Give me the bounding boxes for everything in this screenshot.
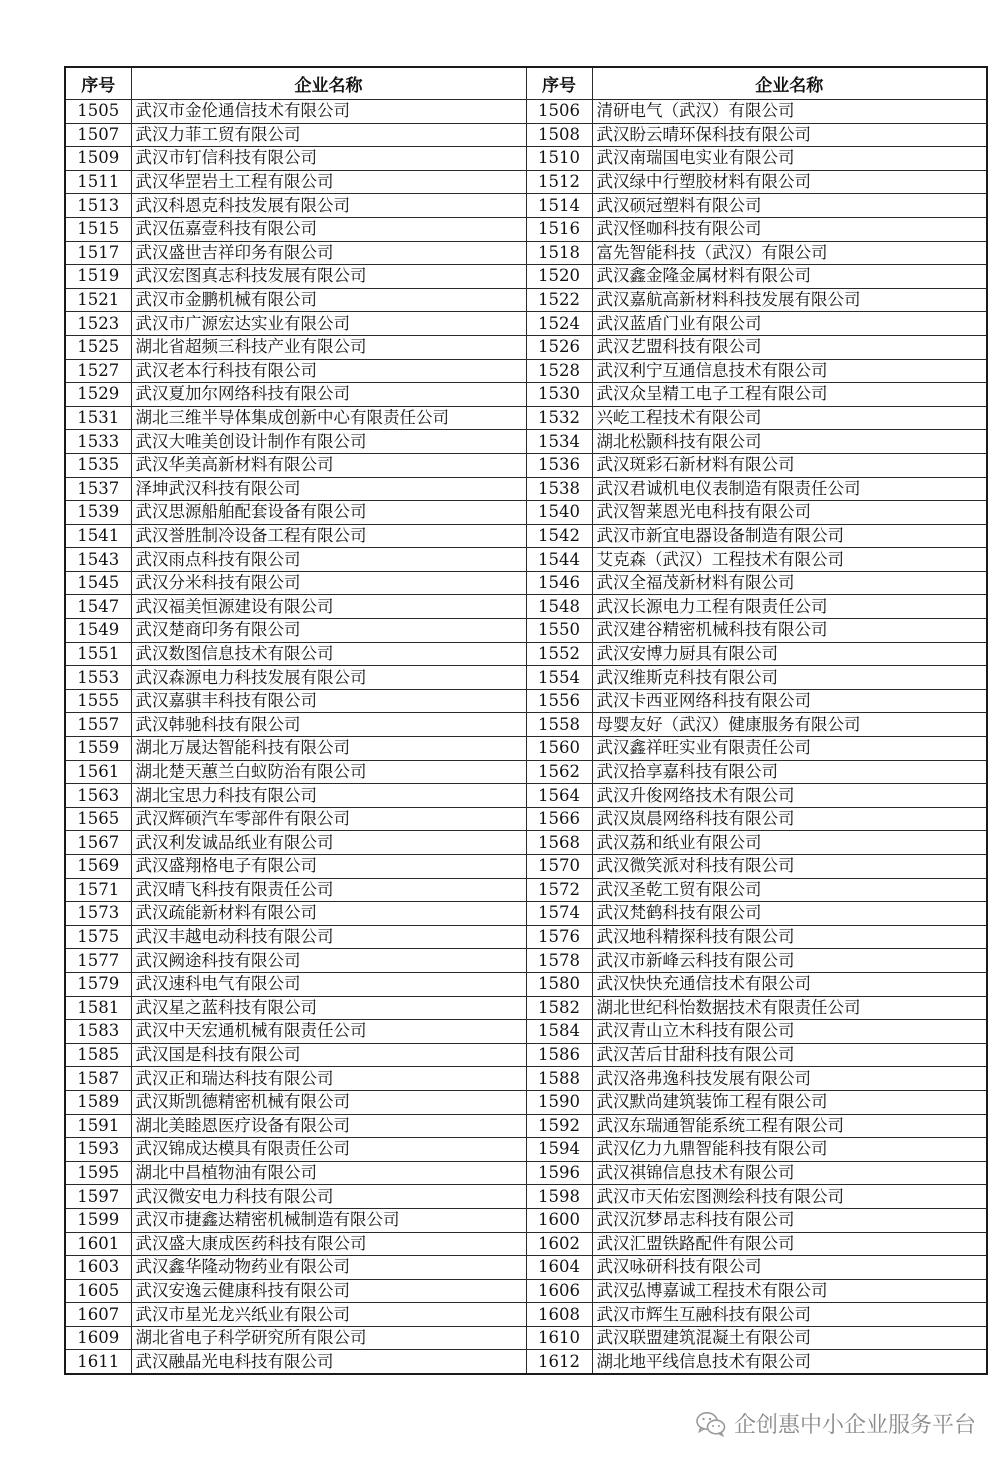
serial-cell-right: 1578 — [526, 949, 592, 973]
serial-cell-right: 1506 — [526, 100, 592, 124]
company-name-cell-right: 武汉地科精探科技有限公司 — [592, 925, 987, 949]
company-name-cell-left: 武汉安逸云健康科技有限公司 — [131, 1279, 526, 1303]
company-name-cell-left: 武汉伍嘉壹科技有限公司 — [131, 217, 526, 241]
company-name-cell-left: 湖北美睦恩医疗设备有限公司 — [131, 1114, 526, 1138]
company-name-cell-right: 武汉祺锦信息技术有限公司 — [592, 1161, 987, 1185]
serial-cell-right: 1592 — [526, 1114, 592, 1138]
serial-cell-right: 1610 — [526, 1326, 592, 1350]
company-name-cell-left: 武汉中天宏通机械有限责任公司 — [131, 1020, 526, 1044]
table-row — [65, 1326, 987, 1350]
serial-cell-left: 1609 — [65, 1326, 131, 1350]
serial-cell-right: 1572 — [526, 878, 592, 902]
company-name-cell-right: 武汉蓝盾门业有限公司 — [592, 312, 987, 336]
serial-cell-left: 1561 — [65, 760, 131, 784]
company-name-cell-left: 湖北省电子科学研究所有限公司 — [131, 1326, 526, 1350]
company-name-cell-left: 武汉正和瑞达科技有限公司 — [131, 1067, 526, 1091]
company-name-cell-left: 武汉楚商印务有限公司 — [131, 619, 526, 643]
company-name-cell-left: 武汉微安电力科技有限公司 — [131, 1185, 526, 1209]
company-name-cell-right: 武汉怪咖科技有限公司 — [592, 217, 987, 241]
serial-cell-left: 1527 — [65, 359, 131, 383]
company-name-cell-right: 武汉咏研科技有限公司 — [592, 1256, 987, 1280]
serial-cell-right: 1554 — [526, 666, 592, 690]
serial-cell-left: 1567 — [65, 831, 131, 855]
serial-cell-right: 1556 — [526, 689, 592, 713]
company-name-cell-left: 湖北省超频三科技产业有限公司 — [131, 335, 526, 359]
serial-cell-left: 1563 — [65, 784, 131, 808]
company-name-cell-right: 湖北地平线信息技术有限公司 — [592, 1350, 987, 1374]
serial-cell-right: 1598 — [526, 1185, 592, 1209]
serial-cell-left: 1597 — [65, 1185, 131, 1209]
company-name-cell-right: 武汉众呈精工电子工程有限公司 — [592, 383, 987, 407]
table-row — [65, 1138, 987, 1162]
serial-cell-right: 1560 — [526, 737, 592, 761]
serial-cell-right: 1574 — [526, 902, 592, 926]
table-row — [65, 831, 987, 855]
serial-cell-left: 1605 — [65, 1279, 131, 1303]
table-row — [65, 501, 987, 525]
serial-cell-left: 1533 — [65, 430, 131, 454]
serial-cell-right: 1584 — [526, 1020, 592, 1044]
serial-cell-left: 1573 — [65, 902, 131, 926]
serial-cell-left: 1581 — [65, 996, 131, 1020]
company-name-cell-right: 艾克森（武汉）工程技术有限公司 — [592, 548, 987, 572]
table-row — [65, 925, 987, 949]
company-name-cell-right: 武汉圣乾工贸有限公司 — [592, 878, 987, 902]
serial-cell-left: 1543 — [65, 548, 131, 572]
table-row — [65, 1161, 987, 1185]
company-name-cell-left: 武汉辉硕汽车零部件有限公司 — [131, 807, 526, 831]
serial-cell-left: 1611 — [65, 1350, 131, 1374]
serial-cell-right: 1534 — [526, 430, 592, 454]
serial-cell-right: 1516 — [526, 217, 592, 241]
company-name-cell-left: 武汉国是科技有限公司 — [131, 1043, 526, 1067]
company-name-cell-left: 湖北楚天蕙兰白蚁防治有限公司 — [131, 760, 526, 784]
serial-cell-right: 1518 — [526, 241, 592, 265]
serial-cell-left: 1517 — [65, 241, 131, 265]
company-name-cell-right: 武汉全福茂新材料有限公司 — [592, 571, 987, 595]
serial-cell-right: 1612 — [526, 1350, 592, 1374]
serial-cell-right: 1532 — [526, 406, 592, 430]
company-name-cell-right: 武汉快快充通信技术有限公司 — [592, 972, 987, 996]
table-row — [65, 1090, 987, 1114]
serial-cell-left: 1523 — [65, 312, 131, 336]
serial-cell-right: 1564 — [526, 784, 592, 808]
serial-cell-left: 1575 — [65, 925, 131, 949]
company-name-cell-left: 武汉市金鹏机械有限公司 — [131, 288, 526, 312]
table-row — [65, 784, 987, 808]
company-name-cell-right: 武汉苦后甘甜科技有限公司 — [592, 1043, 987, 1067]
watermark — [696, 1408, 976, 1439]
company-name-cell-left: 武汉力菲工贸有限公司 — [131, 123, 526, 147]
serial-cell-left: 1555 — [65, 689, 131, 713]
serial-cell-left: 1569 — [65, 855, 131, 879]
company-name-cell-left: 武汉福美恒源建设有限公司 — [131, 595, 526, 619]
table-row — [65, 737, 987, 761]
company-name-cell-left: 湖北宝思力科技有限公司 — [131, 784, 526, 808]
table-body — [65, 100, 987, 1375]
serial-cell-left: 1541 — [65, 524, 131, 548]
table-row — [65, 241, 987, 265]
company-name-cell-right: 武汉市新峰云科技有限公司 — [592, 949, 987, 973]
company-name-cell-left: 武汉盛世吉祥印务有限公司 — [131, 241, 526, 265]
serial-cell-right: 1606 — [526, 1279, 592, 1303]
company-name-cell-left: 泽坤武汉科技有限公司 — [131, 477, 526, 501]
serial-cell-left: 1535 — [65, 453, 131, 477]
table-row — [65, 1350, 987, 1374]
header-company-left: 企业名称 — [131, 67, 526, 100]
company-name-cell-left: 武汉丰越电动科技有限公司 — [131, 925, 526, 949]
table-row — [65, 807, 987, 831]
table-row — [65, 1067, 987, 1091]
company-name-cell-right: 武汉沉梦昂志科技有限公司 — [592, 1208, 987, 1232]
serial-cell-right: 1602 — [526, 1232, 592, 1256]
company-name-cell-right: 武汉斑彩石新材料有限公司 — [592, 453, 987, 477]
company-name-cell-right: 武汉洛弗逸科技发展有限公司 — [592, 1067, 987, 1091]
table-row — [65, 1256, 987, 1280]
table-row — [65, 265, 987, 289]
serial-cell-left: 1565 — [65, 807, 131, 831]
table-row — [65, 1208, 987, 1232]
serial-cell-left: 1577 — [65, 949, 131, 973]
company-name-cell-left: 武汉大唯美创设计制作有限公司 — [131, 430, 526, 454]
table-row — [65, 194, 987, 218]
serial-cell-right: 1576 — [526, 925, 592, 949]
company-name-cell-right: 武汉市新宜电器设备制造有限公司 — [592, 524, 987, 548]
serial-cell-right: 1566 — [526, 807, 592, 831]
serial-cell-left: 1603 — [65, 1256, 131, 1280]
company-name-cell-left: 武汉夏加尔网络科技有限公司 — [131, 383, 526, 407]
serial-cell-left: 1539 — [65, 501, 131, 525]
serial-cell-left: 1537 — [65, 477, 131, 501]
table-row — [65, 855, 987, 879]
company-name-cell-left: 武汉华美高新材料有限公司 — [131, 453, 526, 477]
serial-cell-left: 1607 — [65, 1303, 131, 1327]
table-row — [65, 1303, 987, 1327]
company-name-cell-left: 武汉阙途科技有限公司 — [131, 949, 526, 973]
table-row — [65, 595, 987, 619]
table-row — [65, 170, 987, 194]
serial-cell-left: 1589 — [65, 1090, 131, 1114]
company-name-cell-right: 清研电气（武汉）有限公司 — [592, 100, 987, 124]
company-name-cell-right: 武汉安博力厨具有限公司 — [592, 642, 987, 666]
serial-cell-right: 1568 — [526, 831, 592, 855]
company-name-cell-right: 武汉市辉生互融科技有限公司 — [592, 1303, 987, 1327]
serial-cell-right: 1520 — [526, 265, 592, 289]
serial-cell-right: 1580 — [526, 972, 592, 996]
company-name-cell-left: 武汉盛大康成医药科技有限公司 — [131, 1232, 526, 1256]
company-name-cell-right: 富先智能科技（武汉）有限公司 — [592, 241, 987, 265]
table-row — [65, 996, 987, 1020]
company-name-cell-right: 武汉南瑞国电实业有限公司 — [592, 147, 987, 171]
serial-cell-left: 1585 — [65, 1043, 131, 1067]
serial-cell-left: 1599 — [65, 1208, 131, 1232]
table-row — [65, 383, 987, 407]
serial-cell-right: 1540 — [526, 501, 592, 525]
table-row — [65, 359, 987, 383]
serial-cell-left: 1595 — [65, 1161, 131, 1185]
company-name-cell-right: 武汉鑫金隆金属材料有限公司 — [592, 265, 987, 289]
serial-cell-left: 1591 — [65, 1114, 131, 1138]
table-row — [65, 123, 987, 147]
company-name-cell-right: 武汉荔和纸业有限公司 — [592, 831, 987, 855]
table-row — [65, 689, 987, 713]
serial-cell-right: 1526 — [526, 335, 592, 359]
table-row — [65, 1185, 987, 1209]
company-name-cell-right: 武汉智莱恩光电科技有限公司 — [592, 501, 987, 525]
company-name-cell-left: 武汉市金伦通信技术有限公司 — [131, 100, 526, 124]
company-name-cell-left: 武汉科恩克科技发展有限公司 — [131, 194, 526, 218]
serial-cell-left: 1519 — [65, 265, 131, 289]
table-row — [65, 312, 987, 336]
company-name-cell-right: 武汉利宁互通信息技术有限公司 — [592, 359, 987, 383]
table-row — [65, 217, 987, 241]
table-row — [65, 548, 987, 572]
company-name-cell-right: 武汉拾享嘉科技有限公司 — [592, 760, 987, 784]
company-name-cell-right: 武汉默尚建筑装饰工程有限公司 — [592, 1090, 987, 1114]
table-row — [65, 619, 987, 643]
company-name-cell-left: 武汉分米科技有限公司 — [131, 571, 526, 595]
serial-cell-right: 1582 — [526, 996, 592, 1020]
header-serial-right: 序号 — [526, 67, 592, 100]
company-name-cell-left: 武汉嘉骐丰科技有限公司 — [131, 689, 526, 713]
company-name-cell-right: 武汉卡西亚网络科技有限公司 — [592, 689, 987, 713]
serial-cell-left: 1571 — [65, 878, 131, 902]
company-name-cell-right: 武汉建谷精密机械科技有限公司 — [592, 619, 987, 643]
serial-cell-left: 1509 — [65, 147, 131, 171]
company-name-cell-right: 武汉长源电力工程有限责任公司 — [592, 595, 987, 619]
serial-cell-right: 1586 — [526, 1043, 592, 1067]
company-name-cell-left: 湖北万晟达智能科技有限公司 — [131, 737, 526, 761]
company-name-cell-right: 武汉微笑派对科技有限公司 — [592, 855, 987, 879]
serial-cell-right: 1512 — [526, 170, 592, 194]
serial-cell-right: 1510 — [526, 147, 592, 171]
table-row — [65, 1043, 987, 1067]
serial-cell-left: 1553 — [65, 666, 131, 690]
table-row — [65, 642, 987, 666]
company-name-cell-right: 武汉嘉航高新材料科技发展有限公司 — [592, 288, 987, 312]
table-row — [65, 1020, 987, 1044]
wechat-icon — [696, 1411, 726, 1437]
table-row — [65, 288, 987, 312]
company-name-cell-right: 武汉艺盟科技有限公司 — [592, 335, 987, 359]
serial-cell-left: 1557 — [65, 713, 131, 737]
company-name-cell-left: 武汉晴飞科技有限责任公司 — [131, 878, 526, 902]
table-row — [65, 406, 987, 430]
table-row — [65, 666, 987, 690]
serial-cell-right: 1548 — [526, 595, 592, 619]
company-name-cell-right: 武汉弘博嘉诚工程技术有限公司 — [592, 1279, 987, 1303]
serial-cell-left: 1601 — [65, 1232, 131, 1256]
serial-cell-left: 1511 — [65, 170, 131, 194]
company-name-cell-left: 湖北三维半导体集成创新中心有限责任公司 — [131, 406, 526, 430]
header-serial-left: 序号 — [65, 67, 131, 100]
company-name-cell-left: 武汉斯凯德精密机械有限公司 — [131, 1090, 526, 1114]
serial-cell-left: 1505 — [65, 100, 131, 124]
serial-cell-right: 1600 — [526, 1208, 592, 1232]
table-row — [65, 902, 987, 926]
serial-cell-left: 1525 — [65, 335, 131, 359]
company-name-cell-left: 武汉疏能新材料有限公司 — [131, 902, 526, 926]
company-name-cell-right: 母婴友好（武汉）健康服务有限公司 — [592, 713, 987, 737]
table-row — [65, 147, 987, 171]
serial-cell-left: 1513 — [65, 194, 131, 218]
table-row — [65, 453, 987, 477]
company-name-cell-right: 武汉硕冠塑料有限公司 — [592, 194, 987, 218]
table-row — [65, 972, 987, 996]
company-name-cell-left: 武汉市捷鑫达精密机械制造有限公司 — [131, 1208, 526, 1232]
table-row — [65, 949, 987, 973]
serial-cell-right: 1570 — [526, 855, 592, 879]
company-name-cell-left: 武汉锦成达模具有限责任公司 — [131, 1138, 526, 1162]
serial-cell-right: 1514 — [526, 194, 592, 218]
header-row — [65, 67, 987, 100]
table-row — [65, 760, 987, 784]
serial-cell-left: 1551 — [65, 642, 131, 666]
company-list-sheet — [64, 66, 986, 1375]
company-name-cell-left: 武汉思源船舶配套设备有限公司 — [131, 501, 526, 525]
serial-cell-right: 1608 — [526, 1303, 592, 1327]
table-row — [65, 335, 987, 359]
serial-cell-right: 1588 — [526, 1067, 592, 1091]
serial-cell-left: 1549 — [65, 619, 131, 643]
table-row — [65, 878, 987, 902]
table-row — [65, 1279, 987, 1303]
serial-cell-right: 1562 — [526, 760, 592, 784]
company-name-cell-left: 武汉老本行科技有限公司 — [131, 359, 526, 383]
company-name-cell-left: 武汉森源电力科技发展有限公司 — [131, 666, 526, 690]
serial-cell-left: 1515 — [65, 217, 131, 241]
serial-cell-right: 1542 — [526, 524, 592, 548]
company-name-cell-left: 武汉利发诚品纸业有限公司 — [131, 831, 526, 855]
serial-cell-right: 1538 — [526, 477, 592, 501]
serial-cell-right: 1550 — [526, 619, 592, 643]
table-row — [65, 430, 987, 454]
company-name-cell-right: 湖北松颢科技有限公司 — [592, 430, 987, 454]
serial-cell-left: 1545 — [65, 571, 131, 595]
company-name-cell-right: 武汉维斯克科技有限公司 — [592, 666, 987, 690]
company-name-cell-right: 武汉梵鹤科技有限公司 — [592, 902, 987, 926]
watermark-text: 企创惠中小企业服务平台 — [733, 1413, 976, 1438]
company-name-cell-right: 武汉绿中行塑胶材料有限公司 — [592, 170, 987, 194]
company-name-cell-right: 武汉东瑞通智能系统工程有限公司 — [592, 1114, 987, 1138]
company-name-cell-right: 湖北世纪科怡数据技术有限责任公司 — [592, 996, 987, 1020]
table-row — [65, 713, 987, 737]
serial-cell-right: 1590 — [526, 1090, 592, 1114]
company-name-cell-left: 武汉融晶光电科技有限公司 — [131, 1350, 526, 1374]
serial-cell-left: 1521 — [65, 288, 131, 312]
company-name-cell-left: 武汉市广源宏达实业有限公司 — [131, 312, 526, 336]
serial-cell-right: 1594 — [526, 1138, 592, 1162]
serial-cell-left: 1547 — [65, 595, 131, 619]
header-company-right: 企业名称 — [592, 67, 987, 100]
company-name-cell-left: 武汉韩驰科技有限公司 — [131, 713, 526, 737]
table-row — [65, 571, 987, 595]
table-row — [65, 1114, 987, 1138]
company-name-cell-right: 武汉盼云晴环保科技有限公司 — [592, 123, 987, 147]
company-name-cell-right: 武汉升俊网络技术有限公司 — [592, 784, 987, 808]
company-name-cell-left: 武汉市星光龙兴纸业有限公司 — [131, 1303, 526, 1327]
company-name-cell-right: 武汉亿力九鼎智能科技有限公司 — [592, 1138, 987, 1162]
table-row — [65, 477, 987, 501]
company-name-cell-right: 武汉汇盟铁路配件有限公司 — [592, 1232, 987, 1256]
serial-cell-right: 1528 — [526, 359, 592, 383]
company-name-cell-left: 武汉星之蓝科技有限公司 — [131, 996, 526, 1020]
company-name-cell-left: 湖北中昌植物油有限公司 — [131, 1161, 526, 1185]
company-name-cell-right: 武汉鑫祥旺实业有限责任公司 — [592, 737, 987, 761]
company-name-cell-left: 武汉誉胜制冷设备工程有限公司 — [131, 524, 526, 548]
serial-cell-right: 1544 — [526, 548, 592, 572]
company-name-cell-left: 武汉雨点科技有限公司 — [131, 548, 526, 572]
company-name-cell-right: 武汉市天佑宏图测绘科技有限公司 — [592, 1185, 987, 1209]
serial-cell-left: 1587 — [65, 1067, 131, 1091]
serial-cell-left: 1559 — [65, 737, 131, 761]
serial-cell-right: 1604 — [526, 1256, 592, 1280]
company-name-cell-right: 武汉岚晨网络科技有限公司 — [592, 807, 987, 831]
serial-cell-right: 1530 — [526, 383, 592, 407]
company-name-cell-left: 武汉速科电气有限公司 — [131, 972, 526, 996]
company-name-cell-left: 武汉鑫华隆动物药业有限公司 — [131, 1256, 526, 1280]
serial-cell-right: 1522 — [526, 288, 592, 312]
serial-cell-right: 1558 — [526, 713, 592, 737]
serial-cell-right: 1552 — [526, 642, 592, 666]
serial-cell-left: 1529 — [65, 383, 131, 407]
table-row — [65, 524, 987, 548]
serial-cell-right: 1596 — [526, 1161, 592, 1185]
company-name-cell-left: 武汉市钉信科技有限公司 — [131, 147, 526, 171]
company-name-cell-left: 武汉盛翔格电子有限公司 — [131, 855, 526, 879]
table-header — [65, 67, 987, 100]
company-name-cell-right: 武汉青山立木科技有限公司 — [592, 1020, 987, 1044]
table-row — [65, 100, 987, 124]
serial-cell-right: 1546 — [526, 571, 592, 595]
serial-cell-right: 1508 — [526, 123, 592, 147]
serial-cell-left: 1579 — [65, 972, 131, 996]
serial-cell-left: 1531 — [65, 406, 131, 430]
serial-cell-left: 1583 — [65, 1020, 131, 1044]
company-name-cell-right: 武汉联盟建筑混凝土有限公司 — [592, 1326, 987, 1350]
company-name-cell-right: 武汉君诚机电仪表制造有限责任公司 — [592, 477, 987, 501]
table-row — [65, 1232, 987, 1256]
serial-cell-right: 1536 — [526, 453, 592, 477]
serial-cell-left: 1507 — [65, 123, 131, 147]
serial-cell-right: 1524 — [526, 312, 592, 336]
company-name-cell-left: 武汉华罡岩土工程有限公司 — [131, 170, 526, 194]
company-table — [64, 66, 988, 1375]
company-name-cell-right: 兴屹工程技术有限公司 — [592, 406, 987, 430]
serial-cell-left: 1593 — [65, 1138, 131, 1162]
company-name-cell-left: 武汉宏图真志科技发展有限公司 — [131, 265, 526, 289]
company-name-cell-left: 武汉数图信息技术有限公司 — [131, 642, 526, 666]
